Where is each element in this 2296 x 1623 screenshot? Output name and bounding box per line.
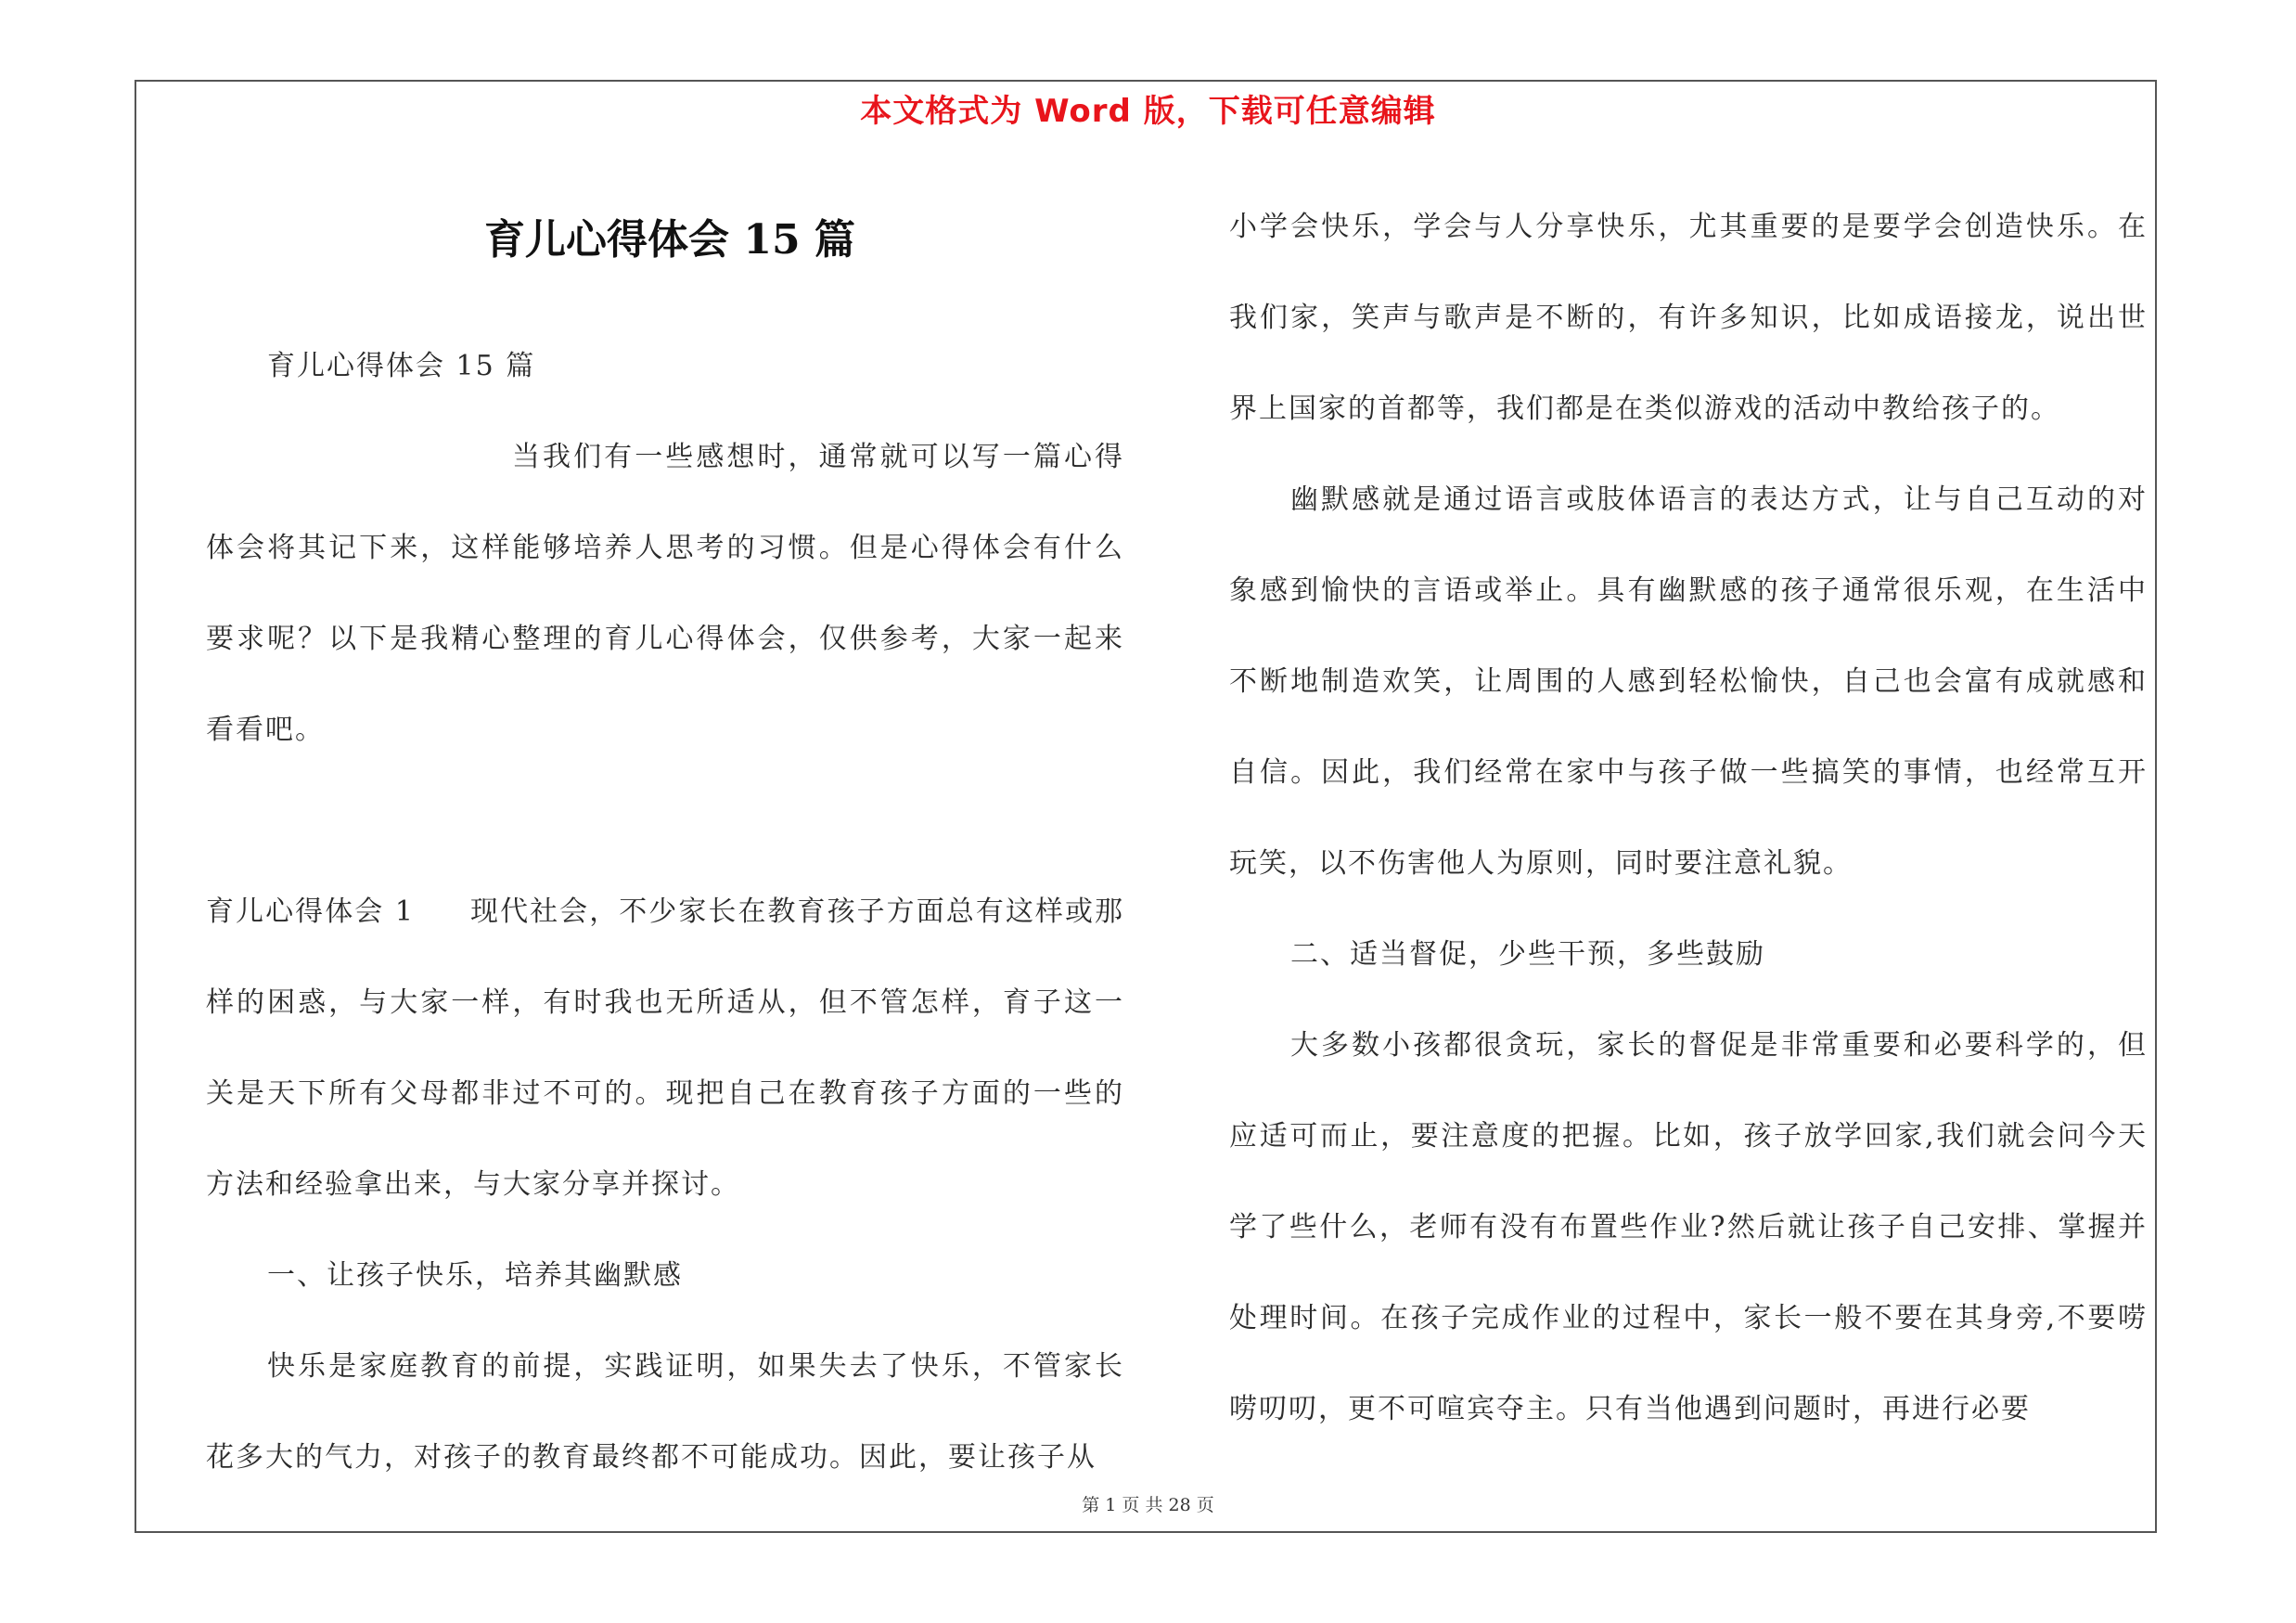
body-paragraph: 幽默感就是通过语言或肢体语言的表达方式，让与自己互动的对象感到愉快的言语或举止。具有幽默感的孩子通常很乐观，在生活中不断地制造欢笑，让周围的人感到轻松愉快，自己也会富有成就感和自信。因此，我们经常在家中与孩子做一些搞笑的事情，也经常互开玩笑，以不伤害他人为原则，同时要注意礼貌。 (1229, 483, 2148, 880)
section-1-paragraph (206, 867, 1124, 1230)
page-number-footer: 第 1 页 共 28 页 (1082, 1495, 1214, 1515)
heading-1: 一、让孩子快乐，培养其幽默感 (267, 1259, 683, 1292)
intro-paragraph: 当我们有一些感想时，通常就可以写一篇心得体会将其记下来，这样能够培养人思考的习惯。但是心得体会有什么要求呢？以下是我精心整理的育儿心得体会，仅供参考，大家一起来看看吧。 (206, 441, 1124, 746)
document-title: 育儿心得体会 15 篇 (484, 216, 855, 264)
right-column (1229, 182, 2148, 1455)
body-paragraph: 大多数小孩都很贪玩，家长的督促是非常重要和必要科学的，但应适可而止，要注意度的把握。比如，孩子放学回家,我们就会问今天学了些什么，老师有没有布置些作业?然后就让孩子自己安排、掌握并处理时间。在孩子完成作业的过程中，家长一般不要在其身旁,不要唠唠叨叨，更不可喧宾夺主。只有当他遇到问题时，再进行必要 (1229, 1029, 2148, 1425)
section-1-text: 现代社会，不少家长在教育孩子方面总有这样或那样的困惑，与大家一样，有时我也无所适从，但不管怎样，育子这一关是天下所有父母都非过不可的。现把自己在教育孩子方面的一些的方法和经验拿出来，与大家分享并探讨。 (206, 895, 1125, 1201)
format-banner: 本文格式为 Word 版，下载可任意编辑 (860, 93, 1436, 130)
section-tag: 育儿心得体会 1 (206, 895, 415, 928)
left-column (206, 321, 1124, 1503)
body-paragraph: 快乐是家庭教育的前提，实践证明，如果失去了快乐，不管家长花多大的气力，对孩子的教育最终都不可能成功。因此，要让孩子从 (206, 1350, 1124, 1474)
body-paragraph-continued: 小学会快乐，学会与人分享快乐，尤其重要的是要学会创造快乐。在我们家，笑声与歌声是不断的，有许多知识，比如成语接龙，说出世界上国家的首都等，我们都是在类似游戏的活动中教给孩子的。 (1229, 211, 2148, 425)
paragraph-gap (206, 776, 1124, 867)
heading-2: 二、适当督促，少些干预，多些鼓励 (1290, 938, 1765, 971)
subtitle: 育儿心得体会 15 篇 (267, 350, 536, 382)
